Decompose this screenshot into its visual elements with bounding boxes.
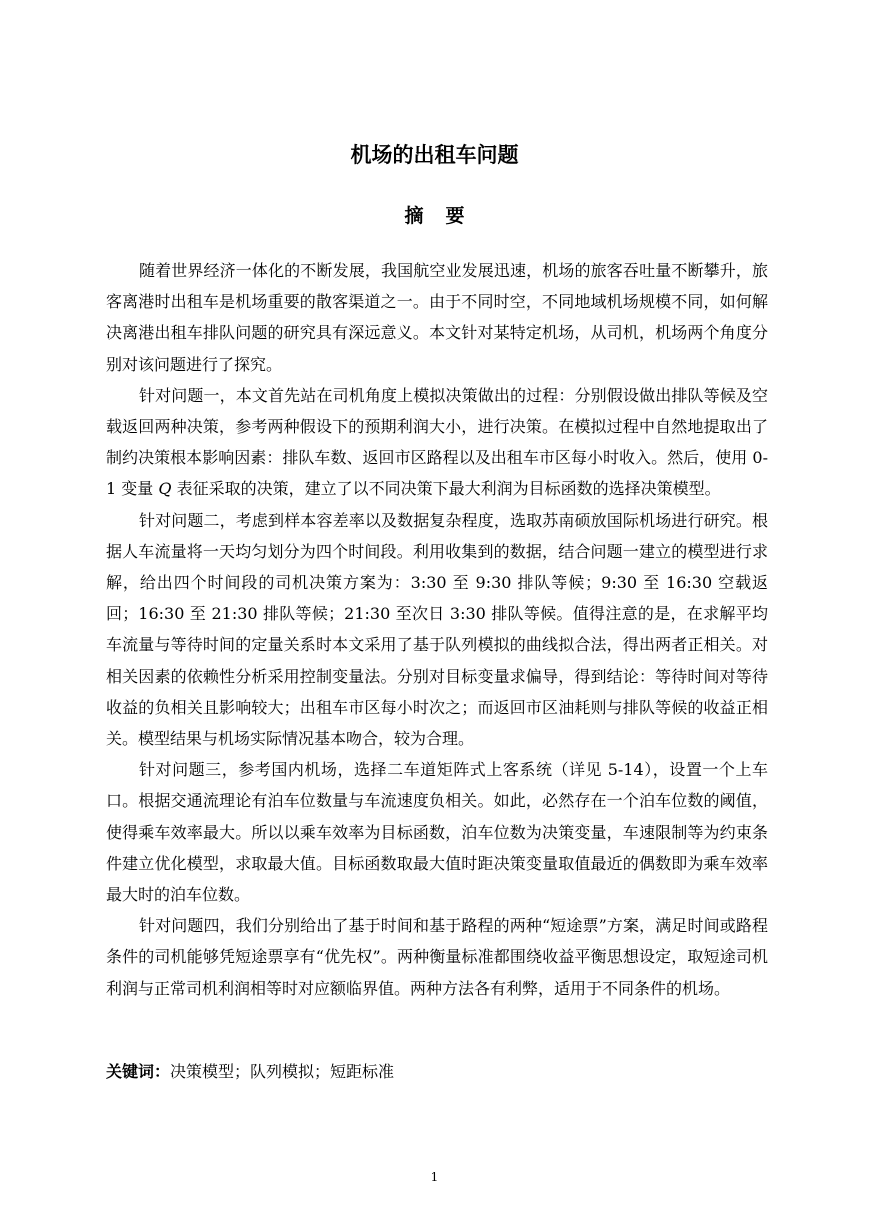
page-number: 1 (430, 1170, 439, 1184)
abstract-paragraph-problem-2: 针对问题二，考虑到样本容差率以及数据复杂程度，选取苏南硕放国际机场进行研究。根据人车流量将一天均匀划分为四个时间段。利用收集到的数据，结合问题一建立的模型进行求解，给出四个时间段的司机决策方案为：3:30 至 9:30 排队等候；9:30 至 16:30 空载返回；16:30 至 21:30 排队等候；21:30 至次日 3:30 排队等候。值得注意的是，在求解平均车流量与等待时间的定量关系时本文采用了基于队列模拟的曲线拟合法，得出两者正相关。对相关因素的依赖性分析采用控制变量法。分别对目标变量求偏导，得到结论：等待时间对等待收益的负相关且影响较大；出租车市区每小时次之；而返回市区油耗则与排队等候的收益正相关。模型结果与机场实际情况基本吻合，较为合理。 (106, 510, 768, 749)
problem-1-text-before: 针对问题一，本文首先站在司机角度上模拟决策做出的过程：分别假设做出排队等候及空载返回两种决策，参考两种假设下的预期利润大小，进行决策。在模拟过程中自然地提取出了制约决策根本影响因素：排队车数、返回市区路程以及出租车市区每小时收入。然后，使用 0-1 变量 (106, 385, 768, 499)
abstract-paragraph-problem-3: 针对问题三，参考国内机场，选择二车道矩阵式上客系统（详见 5-14），设置一个上车口。根据交通流理论有泊车位数量与车流速度负相关。如此，必然存在一个泊车位数的阈值，使得乘车效率最大。所以以乘车效率为目标函数，泊车位数为决策变量，车速限制等为约束条件建立优化模型，求取最大值。目标函数取最大值时距决策变量取值最近的偶数即为乘车效率最大时的泊车位数。 (106, 760, 768, 905)
abstract-paragraph-problem-4: 针对问题四，我们分别给出了基于时间和基于路程的两种“短途票”方案，满足时间或路程条件的司机能够凭短途票享有“优先权”。两种衡量标准都围绕收益平衡思想设定，取短途司机利润与正常司机利润相等时对应额临界值。两种方法各有利弊，适用于不同条件的机场。 (106, 916, 768, 998)
paper-title: 机场的出租车问题 (350, 143, 519, 167)
problem-1-text-after: 表征采取的决策，建立了以不同决策下最大利润为目标函数的选择决策模型。 (171, 479, 721, 499)
decision-variable-q: Q (158, 479, 172, 499)
keywords-line (106, 1058, 394, 1086)
abstract-paragraph-problem-1 (106, 380, 768, 505)
abstract-paragraph-intro: 随着世界经济一体化的不断发展，我国航空业发展迅速，机场的旅客吞吐量不断攀升，旅客离港时出租车是机场重要的散客渠道之一。由于不同时空，不同地域机场规模不同，如何解决离港出租车排队问题的研究具有深远意义。本文针对某特定机场，从司机，机场两个角度分别对该问题进行了探究。 (106, 261, 768, 374)
keywords-label: 关键词： (106, 1062, 171, 1081)
keywords-value: 决策模型；队列模拟；短距标准 (170, 1062, 395, 1081)
abstract-heading: 摘要 (404, 205, 487, 227)
abstract-body (106, 255, 768, 1004)
